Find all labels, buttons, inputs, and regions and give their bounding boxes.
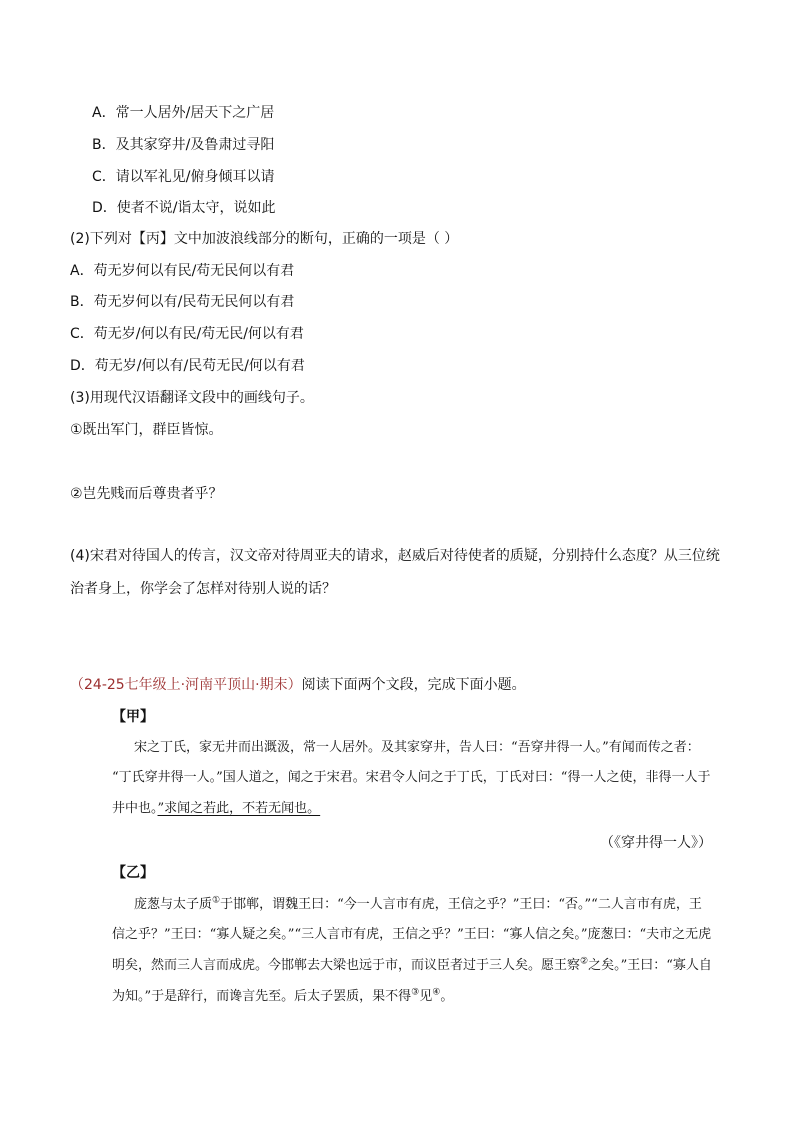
yi-line-1 — [134, 895, 702, 915]
footnote-marker-2: ② — [580, 956, 589, 967]
q3-stem: (3)用现代汉语翻译文段中的画线句子。 — [70, 390, 314, 406]
q2-option-a: A．苟无岁何以有民/苟无民何以有君 — [70, 263, 295, 279]
jia-line-3-start: 井中也。 — [112, 801, 158, 816]
yi-line-3-b: 之矣。”王曰：“寡人自 — [588, 958, 712, 973]
q1-option-a: A．常一人居外/居天下之广居 — [92, 105, 275, 121]
yi-line-4 — [112, 987, 453, 1007]
q4-line-1: (4)宋君对待国人的传言，汉文帝对待周亚夫的请求，赵威后对待使者的质疑，分别持什么态度？从三位统 — [70, 548, 720, 564]
jia-line-3 — [112, 799, 320, 819]
jia-underlined-sentence: ”求闻之若此，不若无闻也。 — [157, 801, 321, 816]
q2-stem: (2)下列对【丙】文中加波浪线部分的断句，正确的一项是（ ） — [70, 231, 459, 247]
yi-line-2: 信之乎？”王曰：“寡人疑之矣。”“三人言市有虎，王信之乎？”王曰：“寡人信之矣。”庞葱曰：“夫市之无虎 — [112, 927, 712, 942]
passage-intro: 阅读下面两个文段，完成下面小题。 — [301, 677, 526, 693]
yi-line-3-a: 明矣，然而三人言而成虎。今邯郸去大梁也远于市，而议臣者过于三人矣。愿王察 — [112, 958, 581, 973]
q1-option-b: B．及其家穿井/及鲁肃过寻阳 — [92, 137, 275, 153]
jia-heading: 【甲】 — [112, 709, 154, 725]
passage-header — [70, 675, 526, 695]
footnote-marker-1: ① — [212, 895, 221, 906]
footnote-marker-4: ④ — [432, 987, 441, 998]
footnote-marker-3: ③ — [411, 987, 420, 998]
yi-heading: 【乙】 — [112, 865, 154, 881]
q1-option-d: D．使者不说/诣太守，说如此 — [92, 200, 276, 216]
jia-line-2: “丁氏穿井得一人。”国人道之，闻之于宋君。宋君令人问之于丁氏，丁氏对曰：“得一人之使，非得一人于 — [112, 770, 711, 785]
q4-line-2: 治者身上，你学会了怎样对待别人说的话？ — [70, 581, 336, 597]
yi-line-4-a: 为知。”于是辞行，而谗言先至。后太子罢质，果不得 — [112, 989, 412, 1004]
yi-line-1-a: 庞葱与太子质 — [134, 897, 213, 912]
yi-line-3 — [112, 956, 712, 976]
yi-line-4-b: 见 — [419, 989, 433, 1004]
jia-citation: （《穿井得一人》） — [600, 835, 712, 851]
q2-option-c: C．苟无岁/何以有民/苟无民/何以有君 — [70, 326, 304, 342]
q2-option-b: B．苟无岁何以有/民苟无民何以有君 — [70, 294, 295, 310]
q1-option-c: C．请以军礼见/俯身倾耳以请 — [92, 169, 275, 185]
jia-line-1: 宋之丁氏，家无井而出溉汲，常一人居外。及其家穿井，告人曰：“吾穿井得一人。”有闻而传之者： — [134, 740, 700, 755]
q3-sentence-1: ①既出军门，群臣皆惊。 — [70, 422, 223, 438]
q2-option-d: D．苟无岁/何以有/民苟无民/何以有君 — [70, 358, 305, 374]
q3-sentence-2: ②岂先贱而后尊贵者乎？ — [70, 486, 223, 502]
yi-line-4-c: 。 — [440, 989, 454, 1004]
yi-line-1-b: 于邯郸，谓魏王曰：“今一人言市有虎，王信之乎？”王曰：“否。”“二人言市有虎，王 — [220, 897, 702, 912]
passage-source: （24-25七年级上·河南平顶山·期末） — [70, 677, 302, 693]
